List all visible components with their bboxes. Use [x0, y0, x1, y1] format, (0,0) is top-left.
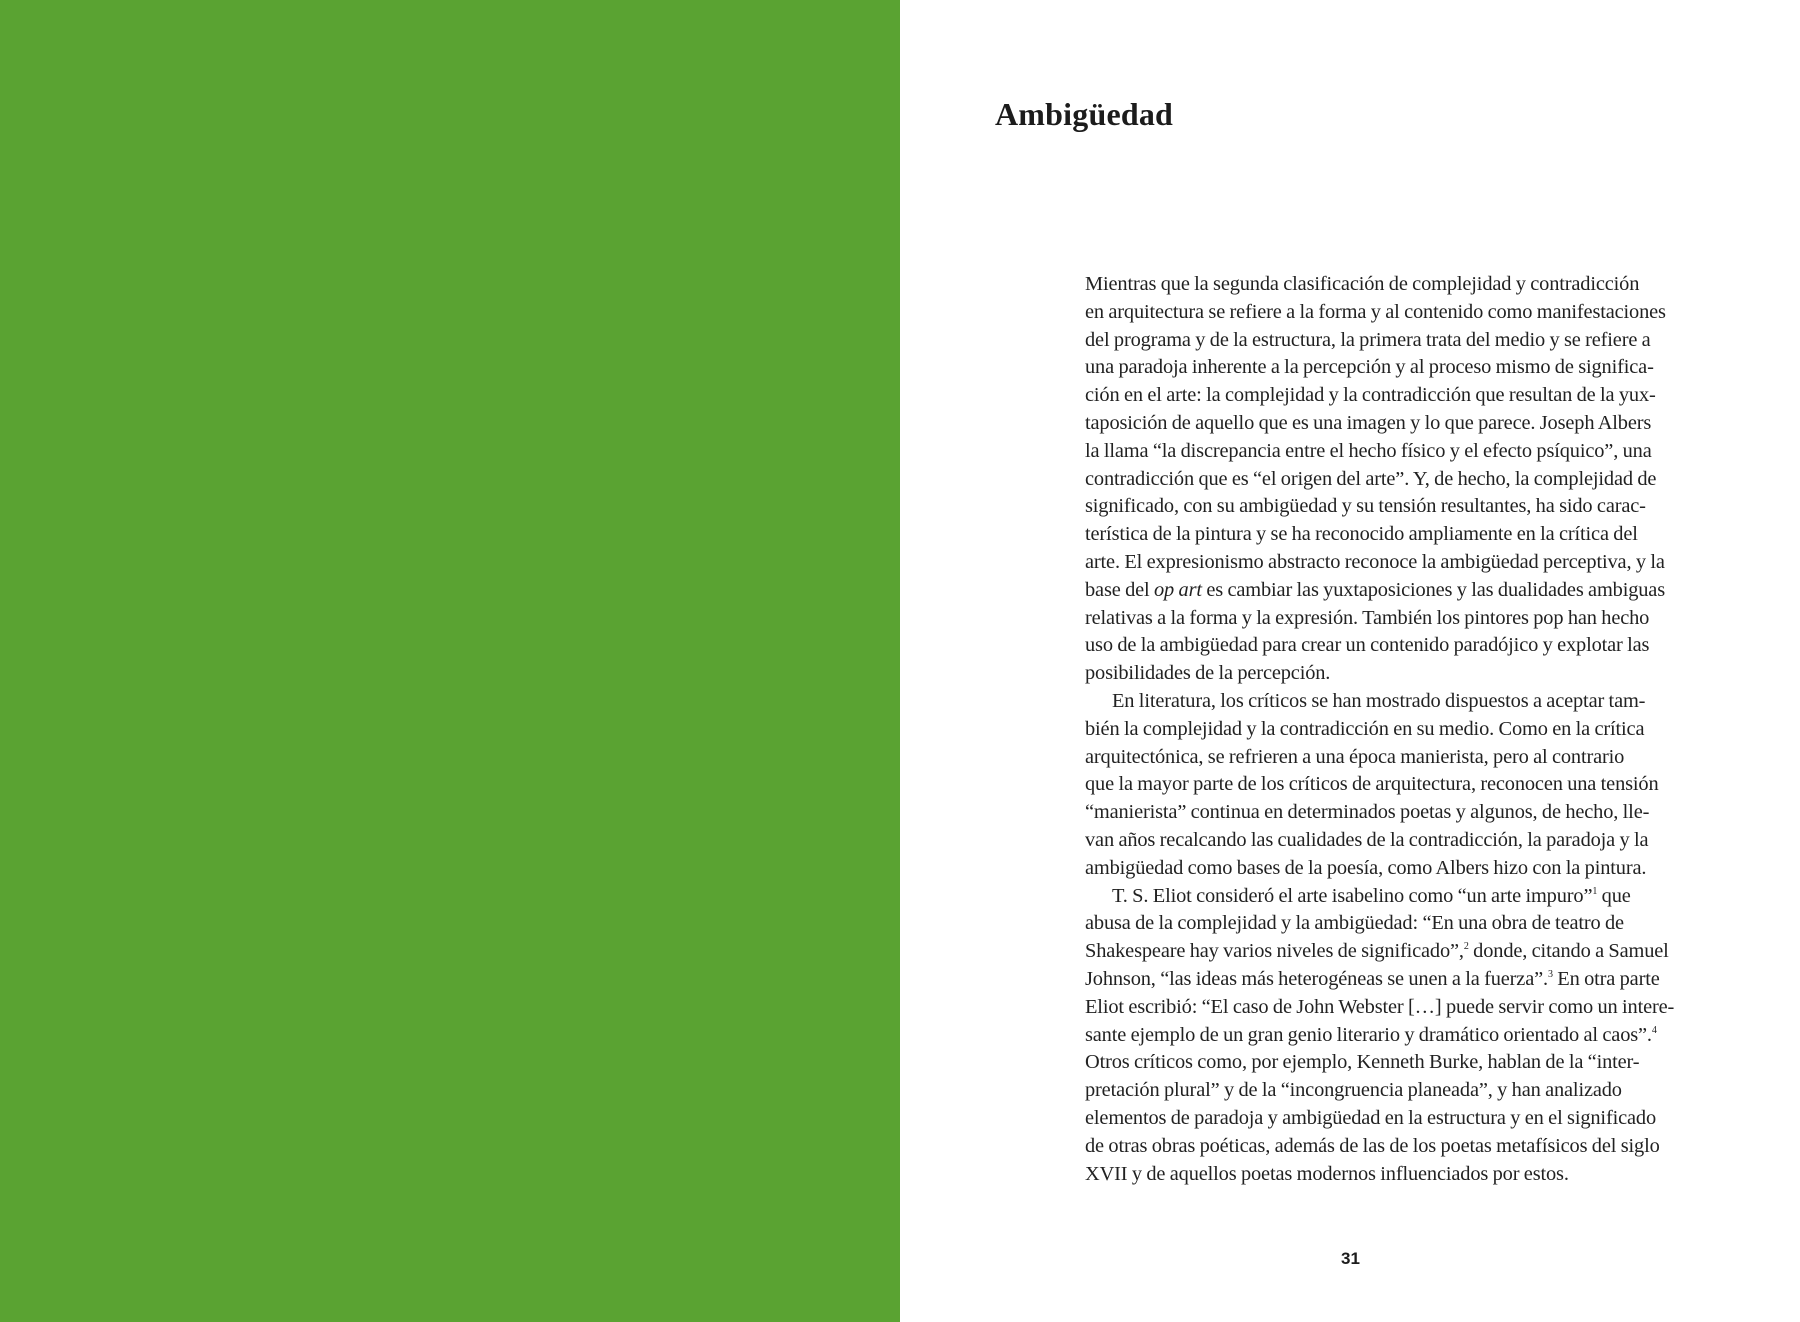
paragraph-3 — [1085, 883, 1707, 1189]
text-line: bién la complejidad y la contradicción en su medio. Como en la crítica — [1085, 717, 1645, 740]
text-line: relativas a la forma y la expresión. También los pintores pop han hecho — [1085, 606, 1650, 629]
text-page — [900, 0, 1800, 1322]
text-line: Mientras que la segunda clasificación de complejidad y contradicción — [1085, 273, 1640, 295]
text-line: del programa y de la estructura, la primera trata del medio y se refiere a — [1085, 328, 1651, 351]
text-line: Otros críticos como, por ejemplo, Kenneth Burke, hablan de la “inter- — [1085, 1051, 1640, 1074]
text-line: una paradoja inherente a la percepción y al proceso mismo de significa- — [1085, 356, 1654, 379]
text-line: ción en el arte: la complejidad y la contradicción que resultan de la yux- — [1085, 384, 1656, 407]
text-line: terística de la pintura y se ha reconocido ampliamente en la crítica del — [1085, 523, 1638, 546]
text-line: contradicción que es “el origen del arte”. Y, de hecho, la complejidad de — [1085, 467, 1657, 490]
text-fragment: es cambiar las yuxtaposiciones y las dualidades ambiguas — [1201, 578, 1665, 601]
text-line: la llama “la discrepancia entre el hecho físico y el efecto psíquico”, una — [1085, 439, 1652, 462]
text-line: ambigüedad como bases de la poesía, como Albers hizo con la pintura. — [1085, 856, 1647, 879]
text-fragment: donde, citando a Samuel — [1468, 940, 1669, 963]
text-line — [1085, 577, 1707, 605]
footnote-ref: 2 — [1463, 941, 1469, 953]
text-fragment: base del — [1085, 578, 1154, 601]
paragraph-2 — [1085, 688, 1707, 883]
text-line: taposición de aquello que es una imagen y lo que parece. Joseph Albers — [1085, 411, 1652, 434]
text-line: En literatura, los críticos se han mostrado dispuestos a aceptar tam- — [1112, 689, 1646, 712]
footnote-ref: 3 — [1547, 968, 1553, 980]
text-line: van años recalcando las cualidades de la contradicción, la paradoja y la — [1085, 828, 1649, 851]
text-fragment: En otra parte — [1552, 967, 1660, 990]
text-fragment: Johnson, “las ideas más heterogéneas se unen a la fuerza”. — [1085, 967, 1548, 990]
text-line — [1085, 1022, 1707, 1050]
text-fragment: T. S. Eliot consideró el arte isabelino como “un arte impuro” — [1112, 884, 1593, 907]
text-line: que la mayor parte de los críticos de arquitectura, reconocen una tensión — [1085, 773, 1659, 796]
footnote-ref: 4 — [1651, 1024, 1657, 1036]
page-number: 31 — [1341, 1249, 1360, 1268]
text-line: pretación plural” y de la “incongruencia planeada”, y han analizado — [1085, 1079, 1622, 1102]
text-line — [1085, 938, 1707, 966]
text-line: “manierista” continua en determinados poetas y algunos, de hecho, lle- — [1085, 801, 1650, 824]
text-line — [1085, 883, 1707, 911]
text-line: uso de la ambigüedad para crear un contenido paradójico y explotar las — [1085, 634, 1650, 657]
text-line: en arquitectura se refiere a la forma y al contenido como manifestaciones — [1085, 300, 1666, 323]
text-fragment: que — [1597, 884, 1631, 907]
text-line — [1085, 966, 1707, 994]
text-line: abusa de la complejidad y la ambigüedad: “En una obra de teatro de — [1085, 912, 1624, 935]
text-line: significado, con su ambigüedad y su tensión resultantes, ha sido carac- — [1085, 495, 1646, 518]
footnote-ref: 1 — [1592, 885, 1598, 897]
text-line: posibilidades de la percepción. — [1085, 662, 1331, 685]
text-line: de otras obras poéticas, además de las de los poetas metafísicos del siglo — [1085, 1134, 1660, 1157]
body-text — [1085, 271, 1707, 1188]
text-line: arquitectónica, se refrieren a una época manierista, pero al contrario — [1085, 745, 1625, 768]
text-line: XVII y de aquellos poetas modernos influenciados por estos. — [1085, 1162, 1569, 1185]
italic-term: op art — [1154, 578, 1202, 601]
text-line: Eliot escribió: “El caso de John Webster […] puede servir como un intere- — [1085, 995, 1675, 1018]
text-fragment: sante ejemplo de un gran genio literario y dramático orientado al caos”. — [1085, 1023, 1652, 1046]
chapter-title: Ambigüedad — [995, 96, 1174, 132]
text-line: elementos de paradoja y ambigüedad en la estructura y en el significado — [1085, 1106, 1656, 1129]
text-fragment: Shakespeare hay varios niveles de significado”, — [1085, 940, 1464, 963]
paragraph-1 — [1085, 271, 1707, 688]
text-line: arte. El expresionismo abstracto reconoce la ambigüedad perceptiva, y la — [1085, 550, 1665, 573]
